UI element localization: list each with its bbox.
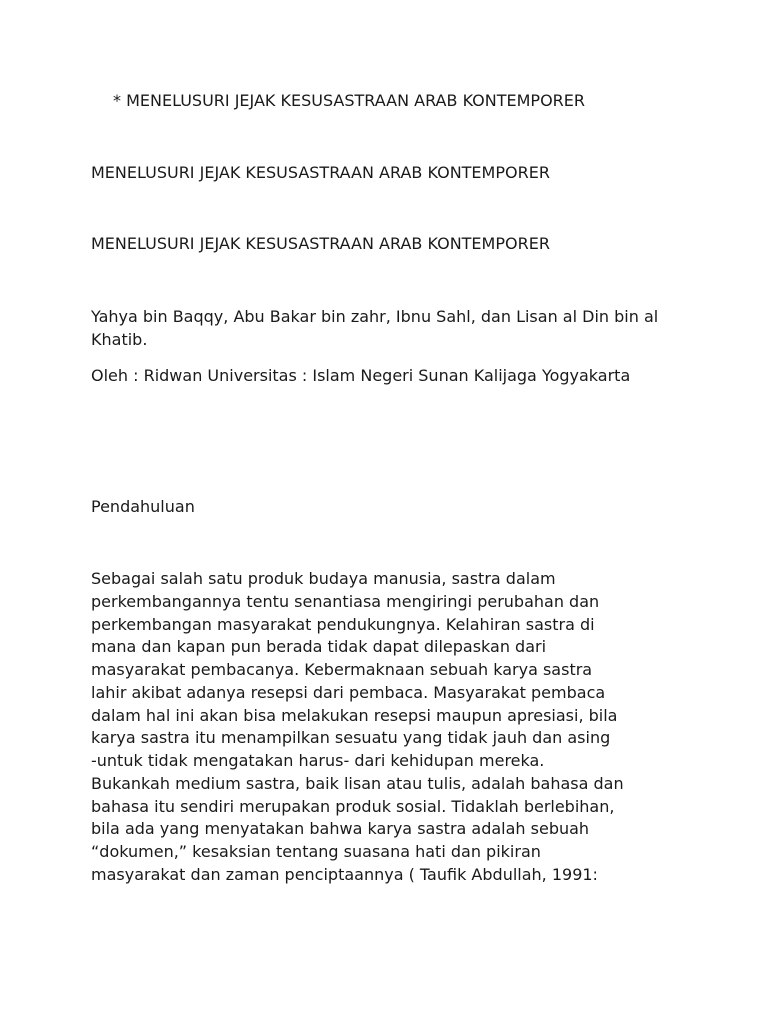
- heading-repeat-2: MENELUSURI JEJAK KESUSASTRAAN ARAB KONTEMPORER: [91, 234, 550, 253]
- paragraph-line: masyarakat pembacanya. Kebermaknaan sebuah karya sastra: [91, 660, 593, 679]
- paragraph-line: mana dan kapan pun berada tidak dapat dilepaskan dari: [91, 637, 547, 657]
- paragraph-line: bila ada yang menyatakan bahwa karya sastra adalah sebuah: [91, 819, 590, 839]
- paragraph-line: Sebagai salah satu produk budaya manusia, sastra dalam: [91, 569, 556, 588]
- paragraph-line: dalam hal ini akan bisa melakukan resepsi maupun apresiasi, bila: [91, 705, 618, 725]
- authors-line: Yahya bin Baqqy, Abu Bakar bin zahr, Ibnu Sahl, dan Lisan al Din bin al Khatib.: [91, 307, 659, 349]
- paragraph-line: masyarakat dan zaman penciptaannya ( Taufik Abdullah, 1991:: [91, 864, 598, 884]
- paragraph-line: “dokumen,” kesaksian tentang suasana hati dan pikiran: [91, 842, 541, 861]
- paragraph-line: perkembangannya tentu senantiasa mengiringi perubahan dan: [91, 591, 600, 611]
- paragraph-line: -untuk tidak mengatakan harus- dari kehidupan mereka.: [91, 751, 545, 770]
- body-paragraph: [91, 568, 691, 887]
- document-title: * MENELUSURI JEJAK KESUSASTRAAN ARAB KONTEMPORER: [113, 91, 586, 110]
- heading-repeat-1: MENELUSURI JEJAK KESUSASTRAAN ARAB KONTEMPORER: [91, 163, 550, 182]
- paragraph-line: lahir akibat adanya resepsi dari pembaca. Masyarakat pembaca: [91, 682, 606, 702]
- byline: Oleh : Ridwan Universitas : Islam Negeri Sunan Kalijaga Yogyakarta: [91, 366, 631, 385]
- paragraph-line: perkembangan masyarakat pendukungnya. Kelahiran sastra di: [91, 614, 595, 634]
- paragraph-line: Bukankah medium sastra, baik lisan atau tulis, adalah bahasa dan: [91, 773, 624, 793]
- section-title: Pendahuluan: [91, 497, 195, 516]
- paragraph-line: karya sastra itu menampilkan sesuatu yang tidak jauh dan asing: [91, 728, 611, 748]
- paragraph-line: bahasa itu sendiri merupakan produk sosial. Tidaklah berlebihan,: [91, 796, 615, 816]
